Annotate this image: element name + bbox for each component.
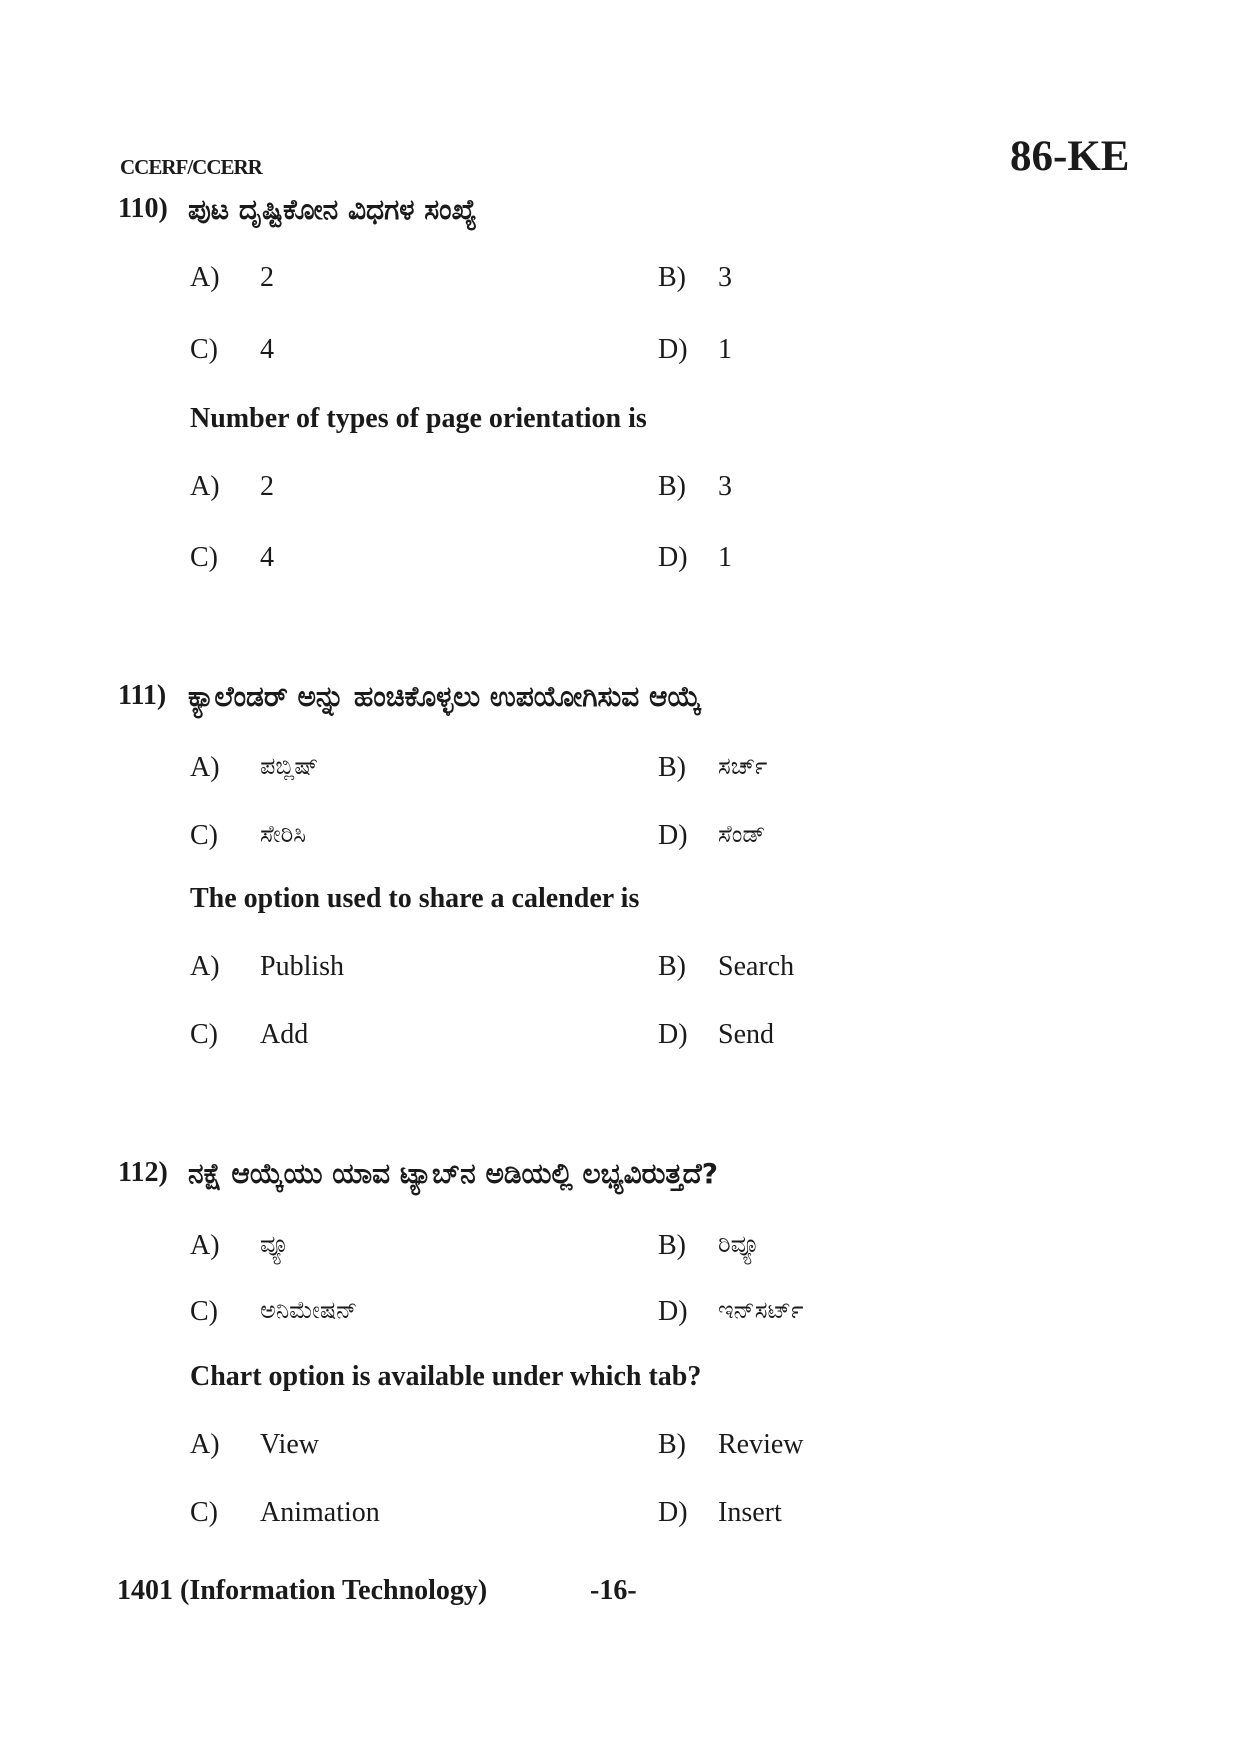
option-label-d: D) — [658, 542, 688, 573]
option-value-c: 4 — [260, 542, 274, 573]
option-label-d: D) — [658, 334, 688, 365]
option-value-b: Search — [718, 951, 795, 982]
option-value-a: Publish — [260, 951, 345, 982]
question-text-kannada: ಪುಟ ದೃಷ್ಟಿಕೋನ ವಿಧಗಳ ಸಂಖ್ಯೆ — [188, 193, 477, 226]
question-number: 110) — [118, 193, 168, 224]
paper-code: CCERF/CCERR — [120, 155, 262, 179]
option-value-b: 3 — [718, 262, 732, 293]
question-text-kannada: ನಕ್ಷೆ ಆಯ್ಕೆಯು ಯಾವ ಟ್ಯಾಬ್‌ನ ಅಡಿಯಲ್ಲಿ ಲಭ್ಯವಿರುತ್ತದೆ? — [188, 1157, 719, 1190]
option-label-d: D) — [658, 820, 688, 851]
option-value-b: Review — [718, 1429, 804, 1460]
option-value-a: ಪಬ್ಲಿಷ್ — [260, 752, 319, 780]
option-label-d: D) — [658, 1019, 688, 1050]
option-label-c: C) — [190, 820, 218, 851]
option-value-d: 1 — [718, 542, 732, 573]
option-value-d: Send — [718, 1019, 774, 1050]
question-number: 112) — [118, 1157, 168, 1188]
option-label-b: B) — [658, 1230, 686, 1261]
option-label-a: A) — [190, 752, 220, 783]
series-code: 86-KE — [1010, 133, 1130, 180]
option-value-d: Insert — [718, 1497, 782, 1528]
option-label-c: C) — [190, 334, 218, 365]
option-value-a: ವ್ಯೂ — [260, 1230, 290, 1258]
option-label-c: C) — [190, 1296, 218, 1327]
question-text-english: The option used to share a calender is — [190, 883, 640, 914]
option-value-c: 4 — [260, 334, 274, 365]
option-value-b: 3 — [718, 471, 732, 502]
option-value-a: 2 — [260, 471, 274, 502]
option-label-d: D) — [658, 1296, 688, 1327]
question-number: 111) — [118, 680, 167, 711]
footer-subject: 1401 (Information Technology) — [117, 1575, 488, 1606]
question-text-kannada: ಕ್ಯಾಲೆಂಡರ್ ಅನ್ನು ಹಂಚಿಕೊಳ್ಳಲು ಉಪಯೋಗಿಸುವ ಆಯ್ಕೆ — [188, 680, 702, 713]
option-label-a: A) — [190, 262, 220, 293]
option-value-d: ಇನ್‌ಸರ್ಟ್ — [718, 1296, 804, 1324]
option-label-b: B) — [658, 752, 686, 783]
page-number: -16- — [590, 1575, 637, 1606]
option-value-b: ರಿವ್ಯೂ — [718, 1230, 760, 1258]
question-text-english: Chart option is available under which tab? — [190, 1361, 702, 1392]
option-label-a: A) — [190, 1230, 220, 1261]
question-text-english: Number of types of page orientation is — [190, 403, 647, 434]
option-label-d: D) — [658, 1497, 688, 1528]
option-label-a: A) — [190, 471, 220, 502]
option-value-b: ಸರ್ಚ್ — [718, 752, 768, 780]
option-value-a: View — [260, 1429, 319, 1460]
option-value-d: 1 — [718, 334, 732, 365]
option-value-c: ಸೇರಿಸಿ — [260, 820, 307, 848]
option-value-c: ಅನಿಮೇಷನ್ — [260, 1296, 358, 1324]
option-label-b: B) — [658, 262, 686, 293]
option-value-a: 2 — [260, 262, 274, 293]
option-label-b: B) — [658, 471, 686, 502]
option-label-a: A) — [190, 951, 220, 982]
option-value-d: ಸೆಂಡ್ — [718, 820, 766, 848]
option-label-a: A) — [190, 1429, 220, 1460]
option-value-c: Add — [260, 1019, 309, 1050]
option-label-c: C) — [190, 1019, 218, 1050]
option-label-b: B) — [658, 1429, 686, 1460]
option-label-c: C) — [190, 1497, 218, 1528]
option-value-c: Animation — [260, 1497, 380, 1528]
option-label-c: C) — [190, 542, 218, 573]
option-label-b: B) — [658, 951, 686, 982]
